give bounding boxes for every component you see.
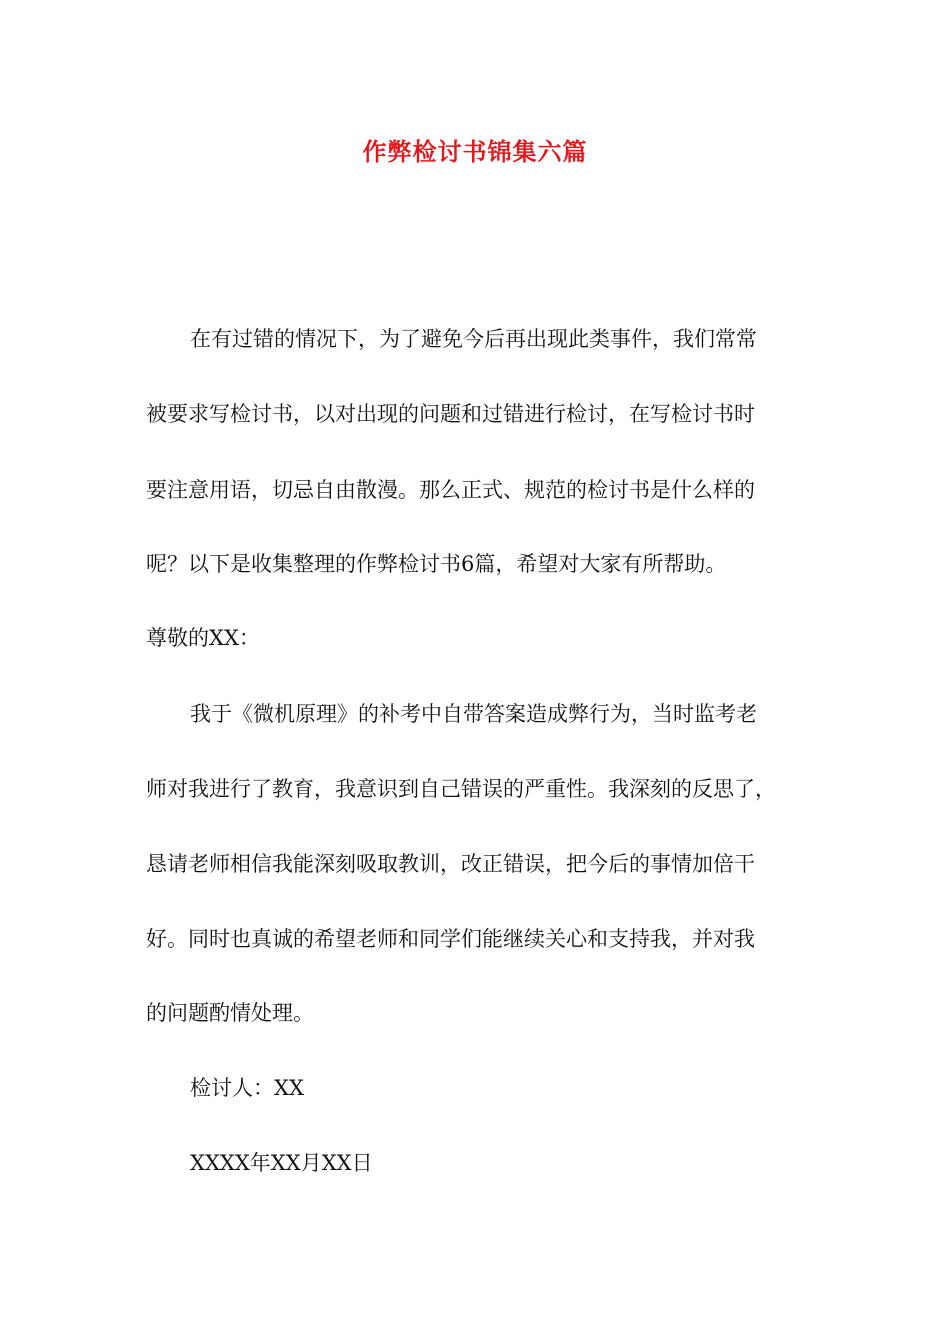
body-line-5: 的问题酌情处理。 bbox=[146, 1001, 314, 1025]
intro-line-1: 在有过错的情况下，为了避免今后再出现此类事件，我们常常 bbox=[190, 327, 757, 351]
intro-line-3: 要注意用语，切忌自由散漫。那么正式、规范的检讨书是什么样的 bbox=[146, 478, 755, 502]
body-line-3: 恳请老师相信我能深刻吸取教训，改正错误，把今后的事情加倍干 bbox=[146, 852, 755, 876]
document-title: 作弊检讨书锦集六篇 bbox=[362, 137, 588, 166]
body-line-4: 好。同时也真诚的希望老师和同学们能继续关心和支持我，并对我 bbox=[146, 927, 755, 951]
salutation: 尊敬的XX： bbox=[146, 626, 260, 650]
intro-line-4: 呢？以下是收集整理的作弊检讨书6篇，希望对大家有所帮助。 bbox=[146, 552, 727, 576]
signature-date: XXXX年XX月XX日 bbox=[190, 1151, 373, 1175]
intro-line-2: 被要求写检讨书，以对出现的问题和过错进行检讨，在写检讨书时 bbox=[146, 402, 755, 426]
signer: 检讨人：XX bbox=[190, 1076, 304, 1100]
body-line-2: 师对我进行了教育，我意识到自己错误的严重性。我深刻的反思了， bbox=[146, 777, 776, 801]
body-line-1: 我于《微机原理》的补考中自带答案造成弊行为，当时监考老 bbox=[190, 702, 757, 726]
